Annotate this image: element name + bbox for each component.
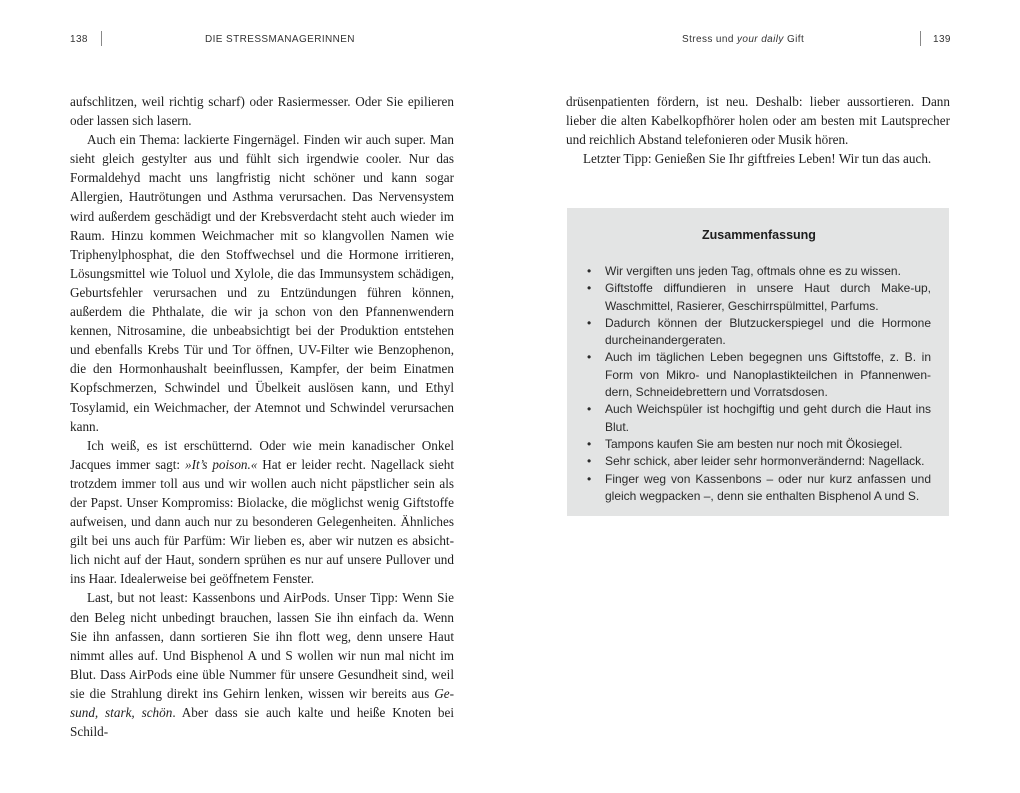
running-head-left: DIE STRESSMANAGERINNEN <box>205 34 355 45</box>
page-number-right: 139 <box>933 34 951 45</box>
left-body-text <box>70 92 454 741</box>
summary-item <box>587 349 931 401</box>
right-body-text <box>566 92 950 168</box>
book-title-italic: Gesund, stark, schön <box>70 685 454 720</box>
bullet: • <box>587 264 592 278</box>
paragraph: drüsenpatienten fördern, ist neu. Deshalb: lieber aussortieren. Dann lieber die alten Kabelkopfhörer holen oder am besten mit Lautsprecher und reichlich Abstand telefonieren oder Musik hören. <box>566 94 950 148</box>
summary-title: Zusammenfassung <box>702 228 816 242</box>
right-page-header <box>510 34 950 48</box>
paragraph: Auch ein Thema: lackierte Fingernägel. Finden wir auch super. Man sieht gleich gestylter aus und fühlt sich irgendwie cooler. Nur das Formaldehyd macht uns langfristig nicht schöner und kann sogar Allergien, Hautrötungen und Asthma verursachen. Das Nervensystem wird außerdem geschädigt und der Krebsverdacht steht auch wieder im Raum. Hinzu kommen Weichmacher mit so klangvollen Namen wie Triphenylphosphat, die den Stoffwechsel und die Hormone irritieren, Lösungsmittel wie Toluol und Xylole, die das Immunsystem schädigen, Geburtsfehler verursachen und zu Entzündungen führen können, außerdem die Phthalate, die wir ja schon von den Pfannenwendern kennen, Nitrosamine, die unbeabsichtigt bei der Produktion entstehen und ebenfalls Krebs Tür und Tor öffnen, UV-Filter wie Benzophenon, die den Hormonhaushalt beeinflussen, Kampfer, der beim Einatmen Kopfschmerzen, Schwindel und Übelkeit auslösen kann, und Ethyl Tosylamid, ein Weichmacher, der Atemnot und Schwindel verursachen kann. <box>70 132 454 434</box>
summary-item <box>587 471 931 506</box>
summary-item <box>587 263 931 280</box>
bullet: • <box>587 454 592 469</box>
summary-item <box>587 315 931 350</box>
paragraph: aufschlitzen, weil richtig scharf) oder Rasiermesser. Oder Sie epilieren oder lassen sich lasern. <box>70 94 454 129</box>
bullet: • <box>587 436 592 451</box>
paragraph <box>70 436 454 589</box>
bullet: • <box>587 315 592 330</box>
paragraph <box>70 588 454 741</box>
running-head-right <box>682 34 804 45</box>
summary-item-text: Giftstoffe diffundieren in unsere Haut durch Make-up, Waschmittel, Rasierer, Geschirrspülmittel, Parfums. <box>605 281 931 313</box>
summary-item-text: Dadurch können der Blutzuckerspiegel und die Hormone durcheinandergeraten. <box>605 315 931 348</box>
summary-box <box>567 208 949 516</box>
summary-item-text: Sehr schick, aber leider sehr hormonverändernd: Nagellack. <box>605 454 925 469</box>
header-divider-left <box>101 31 102 46</box>
summary-item-text: Wir vergiften uns jeden Tag, oftmals ohne es zu wissen. <box>605 264 901 278</box>
running-head-text: Gift <box>783 34 805 45</box>
summary-item <box>587 401 931 436</box>
right-page <box>510 0 1020 793</box>
summary-item <box>587 436 931 453</box>
bullet: • <box>587 281 592 296</box>
paragraph-text: Hat er leider recht. Nagellack sieht trotzdem immer toll aus und wir wollen auch nicht päpstlicher sein als der Papst. Unser Kompromiss: Biolacke, die möglichst wenig Giftstoffe aufweisen, und dann auch nur zu besonderen Gelegenheiten. Ähnliches gilt bei uns auch für Parfüm: Wir lieben es, aber wir nutzen es absichtlich nicht auf der Haut, sondern sprühen es nur auf unsere Pullover und ins Haar. Idealerweise bei geöffnetem Fenster. <box>70 456 454 587</box>
bullet: • <box>587 471 592 486</box>
quote-italic: »It’s poison.« <box>184 456 258 472</box>
running-head-text: Stress und <box>682 34 737 45</box>
summary-list <box>587 263 931 505</box>
bullet: • <box>587 350 592 365</box>
page-number-left: 138 <box>70 34 88 45</box>
paragraph: Letzter Tipp: Genießen Sie Ihr giftfreies Leben! Wir tun das auch. <box>583 151 932 167</box>
left-page-header <box>70 34 460 48</box>
paragraph-text: Ich weiß, es ist erschütternd. Oder wie mein kanadischer Onkel Jacques immer sagt: <box>70 437 454 472</box>
bullet: • <box>587 402 592 417</box>
summary-item <box>587 453 931 470</box>
header-divider-right <box>920 31 921 46</box>
running-head-italic: your daily <box>736 34 784 45</box>
summary-item-text: Finger weg von Kassenbons – oder nur kurz anfassen und gleich wegpacken –, denn sie enthalten Bisphenol A und S. <box>605 471 931 503</box>
paragraph-text: . Aber dass sie auch kalte und heiße Knoten bei Schild- <box>70 705 454 740</box>
summary-item-text: Auch im täglichen Leben begegnen uns Giftstoffe, z. B. in Form von Mikro- und Nanoplastikteilchen in Pfannenwendern, Schneidebrettern und Vorratsdosen. <box>605 350 931 400</box>
summary-item-text: Tampons kaufen Sie am besten nur noch mit Ökosiegel. <box>605 436 903 451</box>
summary-item-text: Auch Weichspüler ist hochgiftig und geht durch die Haut ins Blut. <box>605 402 931 434</box>
summary-item <box>587 280 931 315</box>
paragraph-text: Last, but not least: Kassenbons und AirPods. Unser Tipp: Wenn Sie den Beleg nicht unbedingt brauchen, lassen Sie ihn einfach da. Wenn Sie ihn anfassen, dann sortieren Sie ihn flott weg, denn unsere Haut nimmt alles auf. Und Bisphenol A und S wollen wir nun mal nicht im Blut. Dass AirPods eine üble Nummer für unsere Gesundheit sind, weil sie die Strahlung direkt ins Gehirn lenken, wissen wir bereits aus <box>70 590 454 701</box>
